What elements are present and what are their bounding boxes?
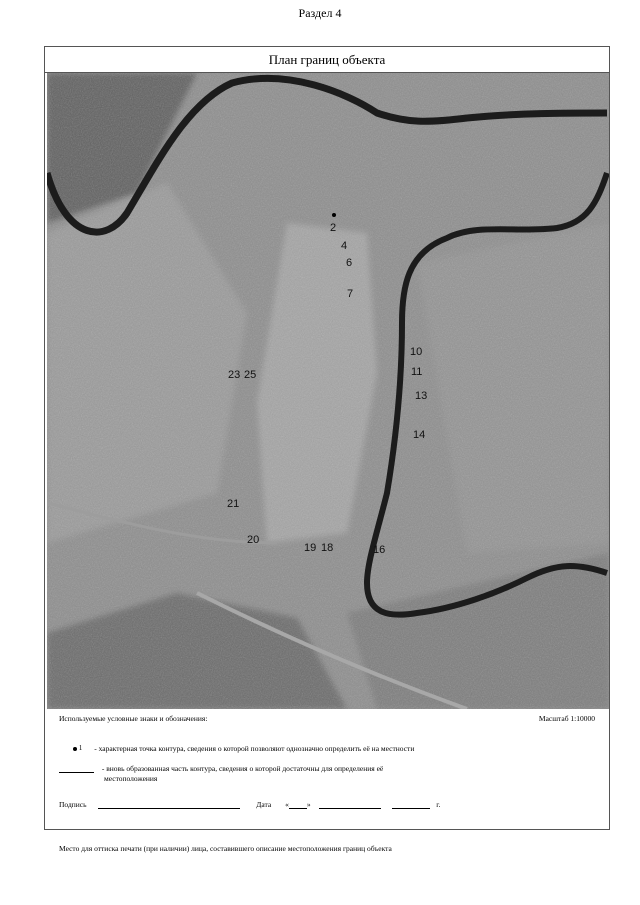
point-label-13: 13	[415, 390, 428, 402]
point-label-2: 2	[330, 222, 337, 234]
point-label-18: 18	[321, 542, 334, 554]
date-year-field[interactable]	[392, 800, 430, 809]
point-label-20: 20	[247, 534, 260, 546]
point-marker-label: 1	[78, 744, 83, 752]
boundary-point-marker	[332, 213, 336, 217]
year-suffix: г.	[436, 800, 441, 809]
point-label-25: 25	[244, 369, 257, 381]
quote-close: »	[306, 800, 311, 809]
legend-line-row	[59, 764, 599, 773]
plan-frame	[44, 46, 610, 853]
legend-point-row	[59, 744, 599, 753]
scale-label: Масштаб 1:10000	[538, 714, 595, 723]
legend-heading: Используемые условные знаки и обозначения:	[59, 714, 208, 723]
map-grain	[47, 73, 609, 709]
point-label-11: 11	[411, 366, 423, 378]
point-label-7: 7	[347, 288, 354, 300]
point-label-4: 4	[341, 240, 348, 252]
signature-row	[59, 800, 599, 809]
stamp-place-text: Место для оттиска печати (при наличии) лица, составившего описание местоположения границ объекта	[59, 844, 392, 853]
point-label-10: 10	[410, 346, 423, 358]
date-day-field[interactable]	[289, 800, 307, 809]
point-label-6: 6	[346, 257, 353, 269]
line-description-2: местоположения	[104, 774, 158, 783]
satellite-map[interactable]	[47, 73, 609, 709]
map-canvas	[47, 73, 609, 709]
line-description-1: - вновь образованная часть контура, сведения о которой достаточны для определения её	[101, 764, 384, 773]
point-description: - характерная точка контура, сведения о которой позволяют однозначно определить её на местности	[94, 744, 415, 753]
date-month-field[interactable]	[319, 800, 381, 809]
point-marker-icon	[73, 747, 77, 751]
quote-open: «	[285, 800, 289, 809]
signature-label: Подпись	[59, 800, 87, 809]
date-label: Дата	[256, 800, 272, 809]
point-label-21: 21	[227, 498, 240, 510]
plan-title: План границ объекта	[45, 47, 609, 73]
boundary-line-icon	[59, 764, 94, 773]
section-title: Раздел 4	[298, 6, 342, 20]
signature-field[interactable]	[98, 800, 240, 809]
point-label-16: 16	[373, 544, 386, 556]
point-label-14: 14	[413, 429, 426, 441]
point-label-19: 19	[304, 542, 317, 554]
point-label-23: 23	[228, 369, 241, 381]
